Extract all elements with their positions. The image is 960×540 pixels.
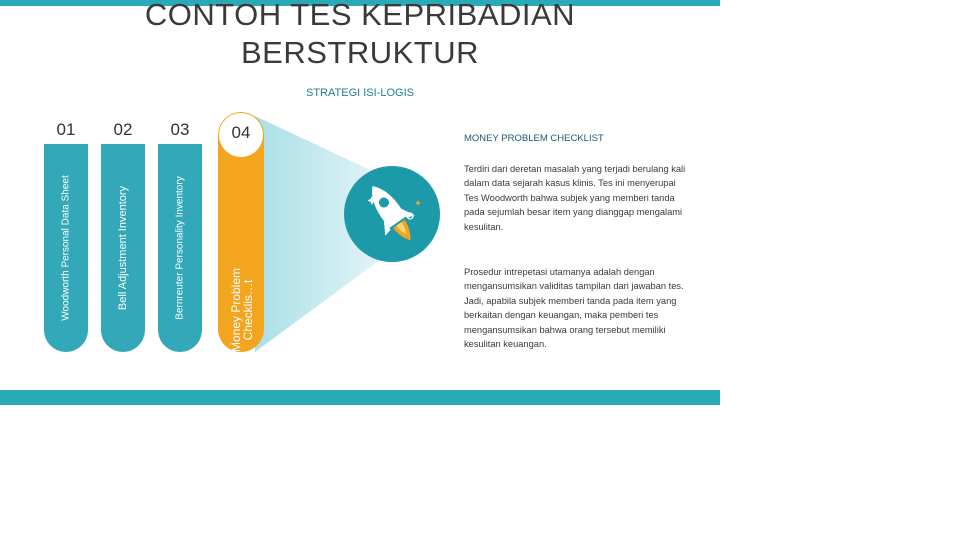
detail-heading: MONEY PROBLEM CHECKLIST [464,133,604,144]
item-number-02: 02 [113,120,133,139]
rocket-icon [344,166,440,262]
item-number-04: 04 [231,123,251,142]
rocket-circle [344,166,440,262]
item-label-02: Bell Adjustment Inventory [117,185,129,311]
detail-paragraph-2: Prosedur intrepetasi utamanya adalah dengan mengansumsikan validitas tampilan dari jawaban tes. Jadi, apabila subjek memberi tanda pada item yang berkaitan dengan keuangan, maka pemberi tes mengansumsikan bahwa orang tersebut memiliki kesulitan keuangan. [464,267,684,350]
item-tab-02 [101,144,145,352]
item-tab-01 [44,144,88,352]
slide-title: CONTOH TES KEPRIBADIAN BERSTRUKTUR [144,0,576,70]
item-label-04 [230,268,254,352]
detail-paragraph-1: Terdiri dari deretan masalah yang terjadi berulang kali dalam data sejarah kasus klinis. Tes ini menyerupai Tes Woodworth bahwa subjek yang memberi tanda pada sejumlah besar item yang dianggap mengalami kesulitan. [464,164,686,232]
item-label-04-line2: Checklis…t [241,279,255,341]
item-label-01: Woodworth Personal Data Sheet [60,175,72,321]
item-number-03: 03 [170,120,190,139]
item-tab-04 [218,112,264,352]
item-tab-03 [158,144,202,352]
item-number-01: 01 [56,120,76,139]
slide-subtitle: STRATEGI ISI-LOGIS [306,87,414,99]
item-label-03: Bernreuter Personality Inventory [174,176,186,320]
bottom-accent-bar [0,390,720,405]
item-label-04-line1: Money Problem [229,267,243,353]
